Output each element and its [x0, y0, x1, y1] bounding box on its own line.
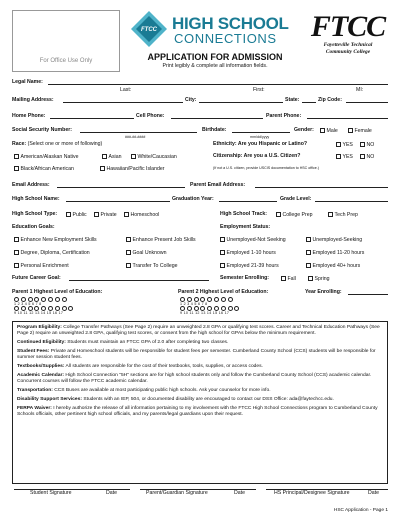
office-use-label: For Office Use Only	[39, 58, 93, 65]
hs-type-text: Public	[72, 212, 87, 219]
race-option[interactable]	[102, 154, 121, 161]
race-option[interactable]	[100, 166, 164, 173]
citizenship-no-checkbox[interactable]	[360, 154, 365, 159]
info-paragraph: FERPA Waiver: I hereby authorize the release of all information pertaining to my involvement with the FTCC High School Connections program to Cumberland County Schools officials, other pertinent high school officials, and my parents/legal guardians upon their request.	[17, 406, 378, 417]
race-option-text: White/Caucasian	[137, 154, 177, 161]
parent-phone-label: Parent Phone:	[266, 113, 302, 119]
hs-track-text: Tech Prep	[334, 212, 358, 219]
birthdate-field[interactable]	[232, 132, 290, 133]
spring-checkbox[interactable]	[308, 276, 313, 281]
parent-signature-label: Parent/Guardian Signature	[146, 490, 208, 496]
home-phone-field[interactable]	[50, 118, 134, 119]
semester-spring-option[interactable]	[308, 276, 330, 283]
race-option[interactable]	[131, 154, 177, 161]
edu-goal-text: Transfer To College	[132, 263, 178, 270]
ethnicity-no-checkbox[interactable]	[360, 142, 365, 147]
info-paragraph: Academic Calendar: High School Connection "5H" sections are for high school students only and follow the Cumberland County School (CCS) academic calendar. Concurrent courses will follow the FTCC academic calendar.	[17, 373, 372, 384]
date-label: Date	[234, 490, 245, 496]
state-field[interactable]	[302, 102, 316, 103]
parent2-edu-numbers-row2: 9 10 11 12 13 14 15 16 17	[180, 311, 230, 316]
birthdate-hint: mm/dd/yyyy	[250, 135, 270, 139]
city-field[interactable]	[199, 102, 283, 103]
hsc-logo	[130, 8, 290, 50]
semester-fall-option[interactable]	[281, 276, 296, 283]
hs-type-text: Homeschool	[130, 212, 160, 219]
race-hint: (Select one or more of following)	[27, 141, 103, 147]
edu-goal-checkbox[interactable]	[14, 250, 19, 255]
race-checkbox[interactable]	[131, 154, 136, 159]
spring-text: Spring	[314, 276, 330, 283]
race-option[interactable]	[14, 166, 74, 173]
mi-label: MI:	[356, 87, 364, 93]
emp-status-label: Employment Status:	[220, 224, 271, 230]
parent2-edu-numbers-row1: 1 2 3 4 5 6 7 8	[180, 302, 208, 306]
grade-level-field[interactable]	[315, 201, 388, 202]
edu-goal-text: Enhance Present Job Skills	[132, 237, 196, 244]
college-name-1: Fayetteville Technical	[323, 42, 373, 48]
citizenship-yes-checkbox[interactable]	[336, 154, 341, 159]
edu-goal-checkbox[interactable]	[126, 263, 131, 268]
citizenship-label: Citizenship: Are you a U.S. Citizen?	[213, 153, 301, 159]
race-option-text: Hawaiian/Pacific Islander	[106, 166, 165, 173]
edu-goal-option[interactable]	[126, 237, 196, 244]
yes-text: YES	[342, 142, 353, 149]
email-label: Email Address:	[12, 182, 50, 188]
first-label: First:	[253, 87, 265, 93]
ssn-label: Social Security Number:	[12, 127, 72, 133]
hs-type-option[interactable]	[66, 212, 87, 219]
female-checkbox[interactable]	[348, 128, 353, 133]
college-abbr: FTCC	[310, 10, 386, 43]
citizenship-no-option[interactable]	[360, 154, 374, 161]
ssn-field[interactable]	[80, 132, 197, 133]
fall-text: Fall	[287, 276, 296, 283]
edu-goal-checkbox[interactable]	[126, 250, 131, 255]
fall-checkbox[interactable]	[281, 276, 286, 281]
hs-track-checkbox[interactable]	[328, 212, 333, 217]
year-enrolling-label: Year Enrolling:	[305, 289, 342, 295]
year-enrolling-field[interactable]	[348, 294, 388, 295]
emp-option[interactable]	[220, 237, 286, 244]
emp-text: Unemployed-Not Seeking	[226, 237, 286, 244]
hs-type-text: Private	[100, 212, 117, 219]
birthdate-label: Birthdate:	[202, 127, 227, 133]
hs-type-option[interactable]	[94, 212, 117, 219]
grad-year-label: Graduation Year:	[172, 196, 214, 202]
mailing-address-label: Mailing Address:	[12, 97, 54, 103]
hs-type-option[interactable]	[124, 212, 159, 219]
college-name-2: Community College	[325, 48, 371, 55]
emp-text: Employed 1-10 hours	[226, 250, 276, 257]
emp-checkbox[interactable]	[220, 237, 225, 242]
male-text: Male	[326, 128, 338, 135]
legal-name-field[interactable]	[48, 84, 388, 85]
date-label: Date	[106, 490, 117, 496]
emp-text: Employed 21-39 hours	[226, 263, 279, 270]
home-phone-label: Home Phone:	[12, 113, 46, 119]
edu-goal-checkbox[interactable]	[14, 237, 19, 242]
emp-checkbox[interactable]	[220, 250, 225, 255]
parent-email-label: Parent Email Address:	[190, 182, 246, 188]
info-paragraph: Disability Support Services: Students with an IEP, 504, or documented disability are encouraged to contact our DSS Office: ada@faytechcc.edu.	[17, 397, 334, 402]
emp-option[interactable]	[220, 263, 279, 270]
info-paragraph: Student Fees: Private and Homeschool students will be responsible for student fees per semester. Cumberland County School (CCS) students will be responsible for summer session student fees.	[17, 349, 376, 360]
principal-signature-label: HS Principal/Designee Signature	[274, 490, 350, 496]
race-label: Race:	[12, 141, 27, 147]
race-option[interactable]	[14, 154, 78, 161]
emp-checkbox[interactable]	[220, 263, 225, 268]
cell-phone-label: Cell Phone:	[136, 113, 165, 119]
emp-checkbox[interactable]	[306, 237, 311, 242]
male-checkbox[interactable]	[320, 128, 325, 133]
edu-goal-text: Enhance New Employment Skills	[20, 237, 97, 244]
hs-type-checkbox[interactable]	[124, 212, 129, 217]
edu-goal-option[interactable]	[14, 250, 90, 257]
future-goal-label: Future Career Goal:	[12, 275, 61, 281]
ethnicity-yes-option[interactable]	[336, 142, 353, 149]
page-footer: HSC Application - Page 1	[333, 508, 388, 513]
gender-female-option[interactable]	[348, 128, 372, 135]
info-paragraph: Textbooks/Supplies: All students are responsible for the cost of their textbooks, tools, supplies, or access codes.	[17, 363, 263, 369]
semester-label: Semester Enrolling:	[220, 275, 270, 281]
mailing-address-field[interactable]	[63, 102, 183, 103]
parent-email-field[interactable]	[255, 187, 388, 188]
race-checkbox[interactable]	[100, 166, 105, 171]
edu-goals-label: Education Goals:	[12, 224, 55, 230]
emp-checkbox[interactable]	[306, 250, 311, 255]
citizenship-note: (If not a U.S. citizen, provide USCIS documentation to HSC office.)	[213, 166, 319, 170]
citizenship-yes-option[interactable]	[336, 154, 353, 161]
gender-label: Gender:	[294, 127, 314, 133]
emp-text: Unemployed-Seeking	[312, 237, 363, 244]
hs-type-checkbox[interactable]	[94, 212, 99, 217]
program-info-box	[12, 321, 388, 484]
info-paragraph: Continued Eligibility: Students must maintain an FTCC GPA of 2.0 after completing two classes.	[17, 339, 229, 345]
last-label: Last:	[120, 87, 132, 93]
logo-badge-text: FTCC	[141, 27, 157, 33]
emp-option[interactable]	[306, 263, 360, 270]
no-text: NO	[366, 142, 375, 149]
cell-phone-field[interactable]	[171, 118, 263, 119]
edu-goal-text: Degree, Diploma, Certification	[20, 250, 90, 257]
no-text: NO	[366, 154, 375, 161]
parent1-edu-numbers-row2: 9 10 11 12 13 14 15 16 17	[14, 311, 64, 316]
ethnicity-label: Ethnicity: Are you Hispanic or Latino?	[213, 141, 308, 147]
ethnicity-yes-checkbox[interactable]	[336, 142, 341, 147]
grade-level-label: Grade Level:	[280, 196, 312, 202]
edu-goal-option[interactable]	[14, 237, 97, 244]
page-title: APPLICATION FOR ADMISSION	[147, 52, 283, 62]
parent2-edu-scale	[180, 297, 239, 315]
edu-goal-checkbox[interactable]	[126, 237, 131, 242]
hs-track-label: High School Track:	[220, 211, 267, 217]
edu-goal-option[interactable]	[126, 263, 177, 270]
race-option-text: Asian	[108, 154, 122, 161]
office-use-box	[12, 10, 120, 72]
hs-track-checkbox[interactable]	[276, 212, 281, 217]
hs-type-label: High School Type:	[12, 211, 58, 217]
future-goal-field[interactable]	[69, 280, 209, 281]
parent1-edu-label: Parent 1 Highest Level of Education:	[12, 289, 103, 295]
info-paragraph: Transportation: CCS Buses are available at most participating public high schools. Ask your counselor for more info.	[17, 387, 271, 393]
edu-goal-text: Goal Unknown	[132, 250, 167, 257]
gender-male-option[interactable]	[320, 128, 338, 135]
ssn-hint: ###-##-####	[125, 135, 146, 139]
city-label: City:	[185, 97, 197, 103]
emp-option[interactable]	[220, 250, 276, 257]
hs-name-label: High School Name:	[12, 196, 60, 202]
grad-year-field[interactable]	[219, 201, 277, 202]
ethnicity-no-option[interactable]	[360, 142, 374, 149]
state-label: State:	[285, 97, 300, 103]
zip-label: Zip Code:	[318, 97, 342, 103]
race-checkbox[interactable]	[102, 154, 107, 159]
race-heading	[12, 142, 102, 148]
parent1-edu-numbers-row1: 1 2 3 4 5 6 7 8	[14, 302, 42, 306]
logo-line1: HIGH SCHOOL	[172, 14, 289, 33]
hsc-logo-icon	[130, 10, 168, 48]
emp-option[interactable]	[306, 237, 362, 244]
college-logo	[306, 12, 390, 64]
emp-checkbox[interactable]	[306, 263, 311, 268]
logo-line2: CONNECTIONS	[174, 31, 277, 46]
female-text: Female	[354, 128, 372, 135]
race-checkbox[interactable]	[14, 166, 19, 171]
emp-text: Employed 11-20 hours	[312, 250, 365, 257]
race-checkbox[interactable]	[14, 154, 19, 159]
yes-text: YES	[342, 154, 353, 161]
edu-goal-option[interactable]	[126, 250, 167, 257]
parent2-edu-label: Parent 2 Highest Level of Education:	[178, 289, 269, 295]
page-subtitle: Print legibly & complete all information fields.	[162, 63, 268, 69]
race-option-text: American/Alaskan Native	[20, 154, 79, 161]
zip-field[interactable]	[346, 102, 388, 103]
hs-track-option[interactable]	[328, 212, 358, 219]
hs-name-field[interactable]	[66, 201, 170, 202]
parent1-edu-scale	[14, 297, 73, 315]
hs-track-text: College Prep	[282, 212, 313, 219]
edu-goal-option[interactable]	[14, 263, 69, 270]
email-field[interactable]	[57, 187, 185, 188]
emp-text: Employed 40+ hours	[312, 263, 361, 270]
edu-goal-text: Personal Enrichment	[20, 263, 69, 270]
student-signature-label: Student Signature	[30, 490, 72, 496]
legal-name-label: Legal Name:	[12, 79, 43, 85]
hs-type-checkbox[interactable]	[66, 212, 71, 217]
parent-phone-field[interactable]	[307, 118, 388, 119]
date-label: Date	[368, 490, 379, 496]
edu-goal-checkbox[interactable]	[14, 263, 19, 268]
race-option-text: Black/African American	[20, 166, 74, 173]
info-paragraph: Program Eligibility: College Transfer Pathways (See Page 2) require an unweighted 2.8 GPA or qualifying test scores. Career and Technical Education Pathways (See Page 2) require an unweighted 2.8 GPA, qualifying test scores, or consent from the high school for GPAs below the minimum requirement.	[17, 325, 380, 336]
hs-track-option[interactable]	[276, 212, 313, 219]
emp-option[interactable]	[306, 250, 364, 257]
